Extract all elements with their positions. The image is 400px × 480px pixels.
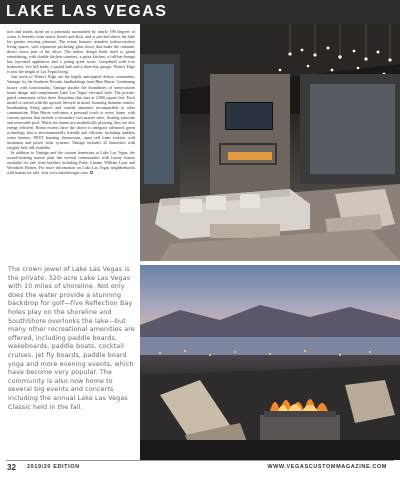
footer-rule	[6, 460, 394, 461]
article-paragraph: In addition to Vantage and the custom homesites at Lake Las Vegas, the award-winning master plan has several communities with luxury homes available for sale from builders including Pulte, Lennar, William Lyon and Woodside Homes. For more information on Lake Las Vegas neighborhoods with homes for sale, visit www.lakelasvegas.com. ✪	[7, 150, 135, 176]
article-paragraph: tion and stands alone on a peninsula surrounded by nearly 190 degrees of water. It benefits from nearly beach and dock, and is perched above the lake for greater viewing pleasure. The estate features seamless indoor-outdoor living spaces, with expansive pocketing glass doors that make the romantic desert views part of the décor. The indoor design lends itself to grand entertaining, with double kitchen counters, a pizza kitchen, a full-bar-lounge bar, top-rated appliances and a jetting great room. Completed with four bedrooms, five full baths, a partial bath and a three-bay garage, Water's Edge is now the height of Las Vegas living.	[7, 29, 135, 75]
edition-label: 2019/20 EDITION	[27, 464, 80, 470]
living-room-photo	[140, 24, 400, 261]
patio-illustration	[140, 265, 400, 460]
page-footer	[7, 463, 395, 475]
patio-photo	[140, 265, 400, 460]
article-body	[7, 29, 135, 261]
article-paragraph: Just north of Water's Edge are the highly anticipated deluxe community, Vantage, by the Southern Nevada, landholdings from Blue Heron. Combining luxury with functionality, Vantage pushes the boundaries of semi-custom home design and compliments Lake Las Vegas' elevated style. The private-gated community offers three floorplans that start at 2,900 square feet. Each model is crafted with the upscale lifestyle in mind, featuring dramatic entries, breathtaking living spaces and outside amenities incomparable to other communities. Blue Heron welcomes a personal touch to every home, with custom options that include a secondary first master suite, floating staircase and reservable pool. While the homes are aesthetically pleasing, they are also energy efficient. Home owners have the choice to integrate advanced green technology that is environmentally friendly and efficient, including tankless water heaters, NEST learning thermostats, open cell foam exterior wall insulation and power solar systems. Vantage includes 32 homesites with roughly half still available.	[7, 74, 135, 151]
pull-quote: The crown jewel of Lake Las Vegas is the private, 320-acre Lake Las Vegas with 10 miles of shoreline. Not only does the water provide a stunning backdrop for golf—five Reflection Bay holes play on the shoreline and SouthShore overlooks the lake—but many other recreational amenities are offered, including paddle boards, wakeboards, paddle boats, cocktail cruises, jet fly boards, paddle board yoga and more evening events, which have become very popular. The community is also now home to several big events and concerts including the annual Lake Las Vegas Classic held in the fall.	[8, 266, 135, 411]
website-url: WWW.VEGASCUSTOMMAGAZINE.COM	[267, 464, 387, 470]
section-title: LAKE LAS VEGAS	[0, 0, 400, 24]
page-number: 32	[7, 463, 16, 472]
living-room-illustration	[140, 24, 400, 261]
